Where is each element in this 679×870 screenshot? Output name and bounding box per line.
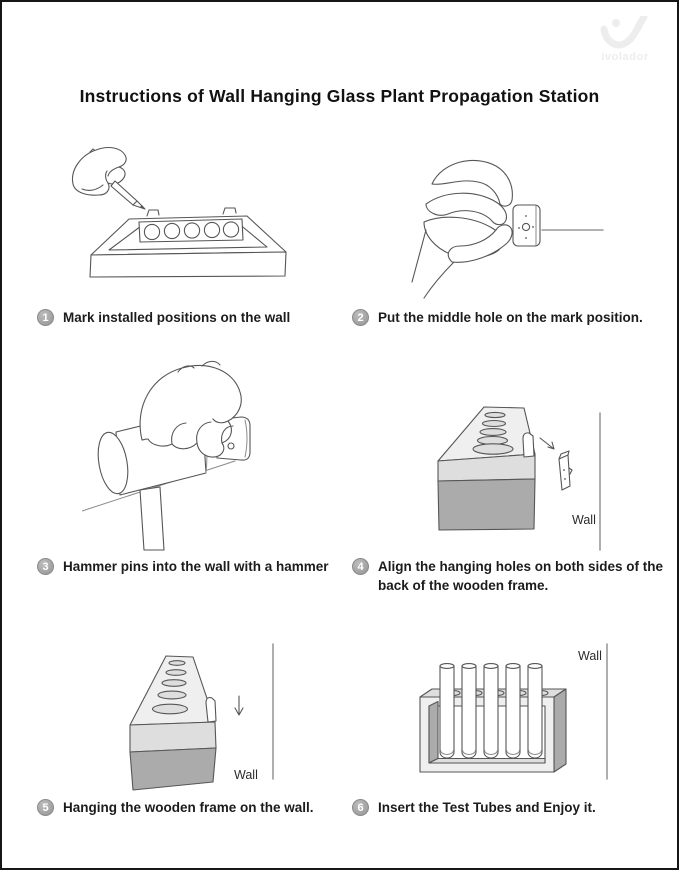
brand-logo [586, 16, 664, 63]
step5-illustration-hang-frame [102, 622, 322, 792]
step6-caption-row [352, 798, 596, 817]
step6-caption: Insert the Test Tubes and Enjoy it. [378, 800, 596, 815]
step6-illustration-test-tubes [392, 622, 652, 792]
step4-caption-row [352, 557, 668, 595]
wall-label: Wall [572, 513, 596, 527]
step5-caption: Hanging the wooden frame on the wall. [63, 800, 314, 815]
step5-caption-row [37, 798, 314, 817]
step1-caption: Mark installed positions on the wall [63, 310, 291, 325]
brand-name: ivolador [601, 51, 649, 63]
step1-caption-row [37, 308, 290, 327]
step3-caption: Hammer pins into the wall with a hammer [63, 559, 329, 574]
step4-illustration-align-holes [412, 382, 652, 552]
step1-illustration-mark-wall [62, 142, 312, 302]
step4-number-badge: 4 [352, 558, 369, 575]
wall-label: Wall [578, 649, 602, 663]
step2-illustration-position-bracket [402, 142, 652, 302]
step2-caption-row [352, 308, 643, 327]
step6-number-badge: 6 [352, 799, 369, 816]
page-title: Instructions of Wall Hanging Glass Plant Propagation Station [79, 86, 600, 106]
step1-number-badge: 1 [37, 309, 54, 326]
step3-illustration-hammer [82, 342, 322, 552]
brand-logo-icon [593, 16, 657, 54]
step3-caption-row [37, 557, 329, 576]
step2-number-badge: 2 [352, 309, 369, 326]
step2-caption: Put the middle hole on the mark position. [378, 310, 643, 325]
wall-label: Wall [234, 768, 258, 782]
step5-number-badge: 5 [37, 799, 54, 816]
step3-number-badge: 3 [37, 558, 54, 575]
step4-caption: Align the hanging holes on both sides of the back of the wooden frame. [378, 559, 663, 593]
